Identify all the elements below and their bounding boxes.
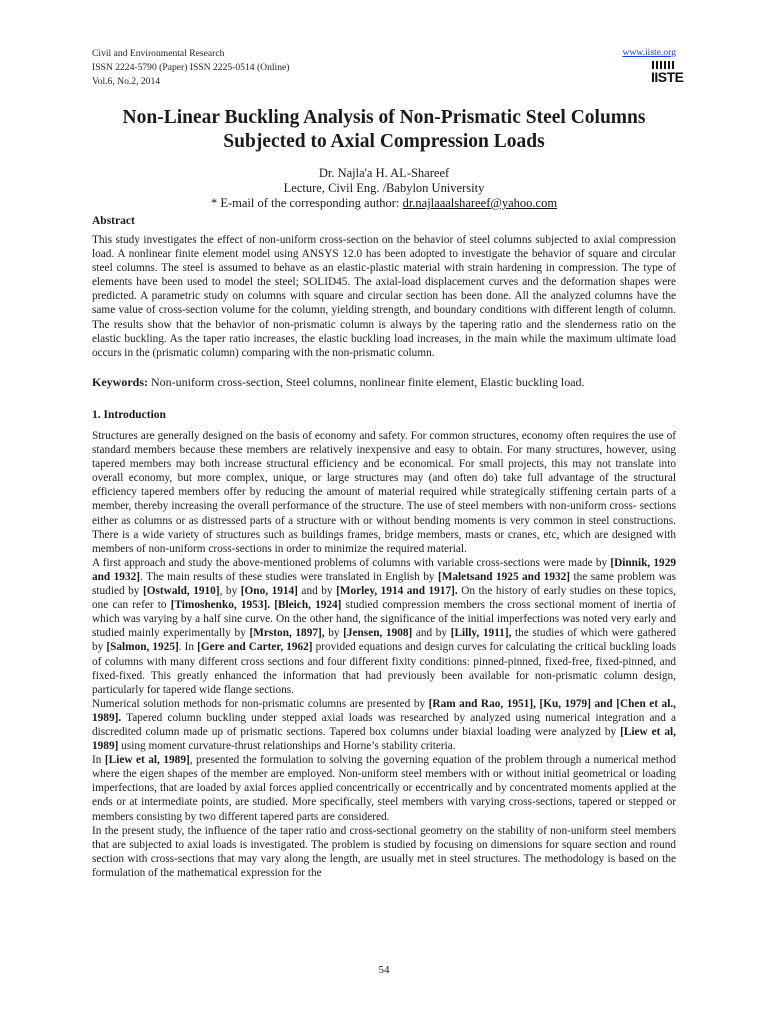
citation: [Lilly, 1911], [450,627,512,640]
text-run: studied compression members the cross sectional moment of inertia of which was varying by a half sine curve. On the other hand, the significance of the initial imperfections was noted very early and studied mainly experimentally by [92,599,676,640]
text-run: the same problem was studied by [92,570,677,598]
text-run: . In [178,641,198,654]
text-run: and by [412,627,451,640]
text-run: the studies of which were gathered by [92,627,677,654]
text-run: A first approach and study the above-mentioned problems of columns with variable cross-sections were made by [92,556,611,569]
citation: [Liew et al, 1989] [104,754,190,767]
citation: [Ram and Rao, 1951], [Ku, 1979] and [Chen et al., 1989]. [92,697,676,724]
volume-line: Vol.6, No.2, 2014 [92,76,161,87]
citation: [Gere and Carter, 1962] [197,641,313,654]
abstract-heading: Abstract [92,215,135,227]
author-email-line [92,196,676,211]
citation: [Maletsand 1925 and 1932] [437,570,571,583]
logo-bars-icon [652,61,674,69]
text-run: by [324,627,344,640]
logo-text: IISTE [651,69,684,85]
citation: [Timoshenko, 1953]. [170,599,271,612]
author-email-link[interactable]: dr.najlaaalshareef@yahoo.com [402,196,558,210]
intro-paragraph-2 [92,556,676,697]
email-prefix: * E-mail of the corresponding author: [210,196,403,210]
abstract-text [92,233,676,360]
text-run: On the history of early studies on these topics, one can refer to [92,585,676,612]
citation: [Ostwald, 1910] [142,585,220,598]
intro-paragraph-4 [92,753,676,823]
text-run: In [92,754,105,767]
text-run: and by [297,585,337,598]
text-run: provided equations and design curves for calculating the critical buckling loads of columns with many different cross sections and four different fixity conditions: pinned-pinned, fixed-free, fixed-pinned, and fixed-fixed. This greatly enhanced the information that had previously been available for non-prismatic column design, particularly for tapered wide flange sections. [92,641,677,696]
keywords-label: Keywords: [92,375,148,389]
citation: [Liew et al, 1989] [92,725,676,753]
intro-body [92,429,676,880]
citation: [Bleich, 1924] [274,599,342,612]
text-run: using moment curvature-thrust relationships and Horne’s stability criteria. [118,740,456,753]
citation: [Morley, 1914 and 1917]. [336,585,458,598]
issn-line: ISSN 2224-5790 (Paper) ISSN 2225-0514 (Online) [92,62,290,73]
author-affiliation: Lecture, Civil Eng. /Babylon University [283,181,485,195]
intro-heading: 1. Introduction [92,409,166,421]
citation: [Mrston, 1897], [249,627,325,640]
citation: [Salmon, 1925] [106,641,179,654]
citation: [Dinnik, 1929 and 1932] [92,556,676,583]
page-number: 54 [378,964,390,976]
intro-paragraph-3 [92,697,676,753]
text-run: Tapered column buckling under stepped axial loads was researched by analyzed using numerical integration and a discredited column made up of prismatic sections. Tapered box columns under biaxial loading were analyzed by [92,711,676,738]
text-run: . The main results of these studies were translated in English by [140,570,438,583]
keywords-line [92,375,676,390]
iiste-logo [651,61,684,87]
intro-paragraph-5: In the present study, the influence of the taper ratio and cross-sectional geometry on the stability of non-uniform steel members that are subjected to axial loads is investigated. The problem is studied by focusing on dimensions for square section and round section with cross-sections that may vary along the length, are usually met in steel structures. The methodology is based on the formulation of the mathematical expression for the [92,824,676,879]
paper-title: Non-Linear Buckling Analysis of Non-Prismatic Steel Columns Subjected to Axial Compression Loads [122,107,646,152]
intro-paragraph-1: Structures are generally designed on the basis of economy and safety. For common structures, economy often requires the use of standard members because these members are relatively inexpensive and easy to obtain. For many structures, however, using tapered members may both increase structural efficiency and be economical. For small projects, this may not translate into overall economy, but more complex, unique, or large structures may (and often do) take full advantage of the structural efficiency tapered members offer by reducing the amount of material required while strategically stiffening certain parts of a member, thereby increasing the overall performance of the structure. The use of steel members with non-uniform cross- sections either as columns or as distressed parts of a structure with or without bending moments is very common in steel constructions. There is a wide variety of structures such as buildings frames, bridge members, masts or cranes, etc, which are designed with members of non-uniform cross-sections in order to minimize the required material. [92,430,676,555]
citation: [Ono, 1914] [240,585,298,598]
text-run: , by [219,585,241,598]
text-run: Numerical solution methods for non-prismatic columns are presented by [92,697,429,710]
text-run: , presented the formulation to solving the governing equation of the problem through a numerical method where the eigen shapes of the member are employed. Non-uniform steel members with or without initial geometrical or loading imperfections, that are loaded by axial forces applied concentrically or eccentrically and by concentrated moments applied at the ends or at intermediate points, are studied. More specifically, steel members with varying cross-sections, tapered or stepped or members consisting by two different tapered parts are considered. [92,754,676,823]
abstract-paragraph: This study investigates the effect of non-uniform cross-section on the behavior of steel columns subjected to axial compression load. A nonlinear finite element model using ANSYS 12.0 has been adopted to investigate the behavior of square and circular steel columns. The steel is assumed to behave as an elastic-plastic material with strain hardening in compression. The type of elements have been used to model the steel; SOLID45. The axial-load displacement curves and the deformation shapes were predicted. A parametric study on columns with square and circular section has been done. All the analyzed columns have the same value of cross-section volume for the column, yielding strength, and boundary conditions with different length of column. The results show that the behavior of non-prismatic column is always by the tapering ratio and the slenderness ratio on the elastic buckling. As the taper ratio increases, the elastic buckling load increases, in the main while the maximum ultimate load occurs in the (prismatic column) comparing with the non-prismatic column. [92,234,676,359]
citation: [Jensen, 1908] [343,627,413,640]
journal-name: Civil and Environmental Research [92,48,225,59]
keywords-text: Non-uniform cross-section, Steel columns, nonlinear finite element, Elastic buckling load. [148,375,585,389]
author-name: Dr. Najla'a H. AL-Shareef [318,166,450,180]
website-link[interactable]: www.iiste.org [622,47,676,58]
